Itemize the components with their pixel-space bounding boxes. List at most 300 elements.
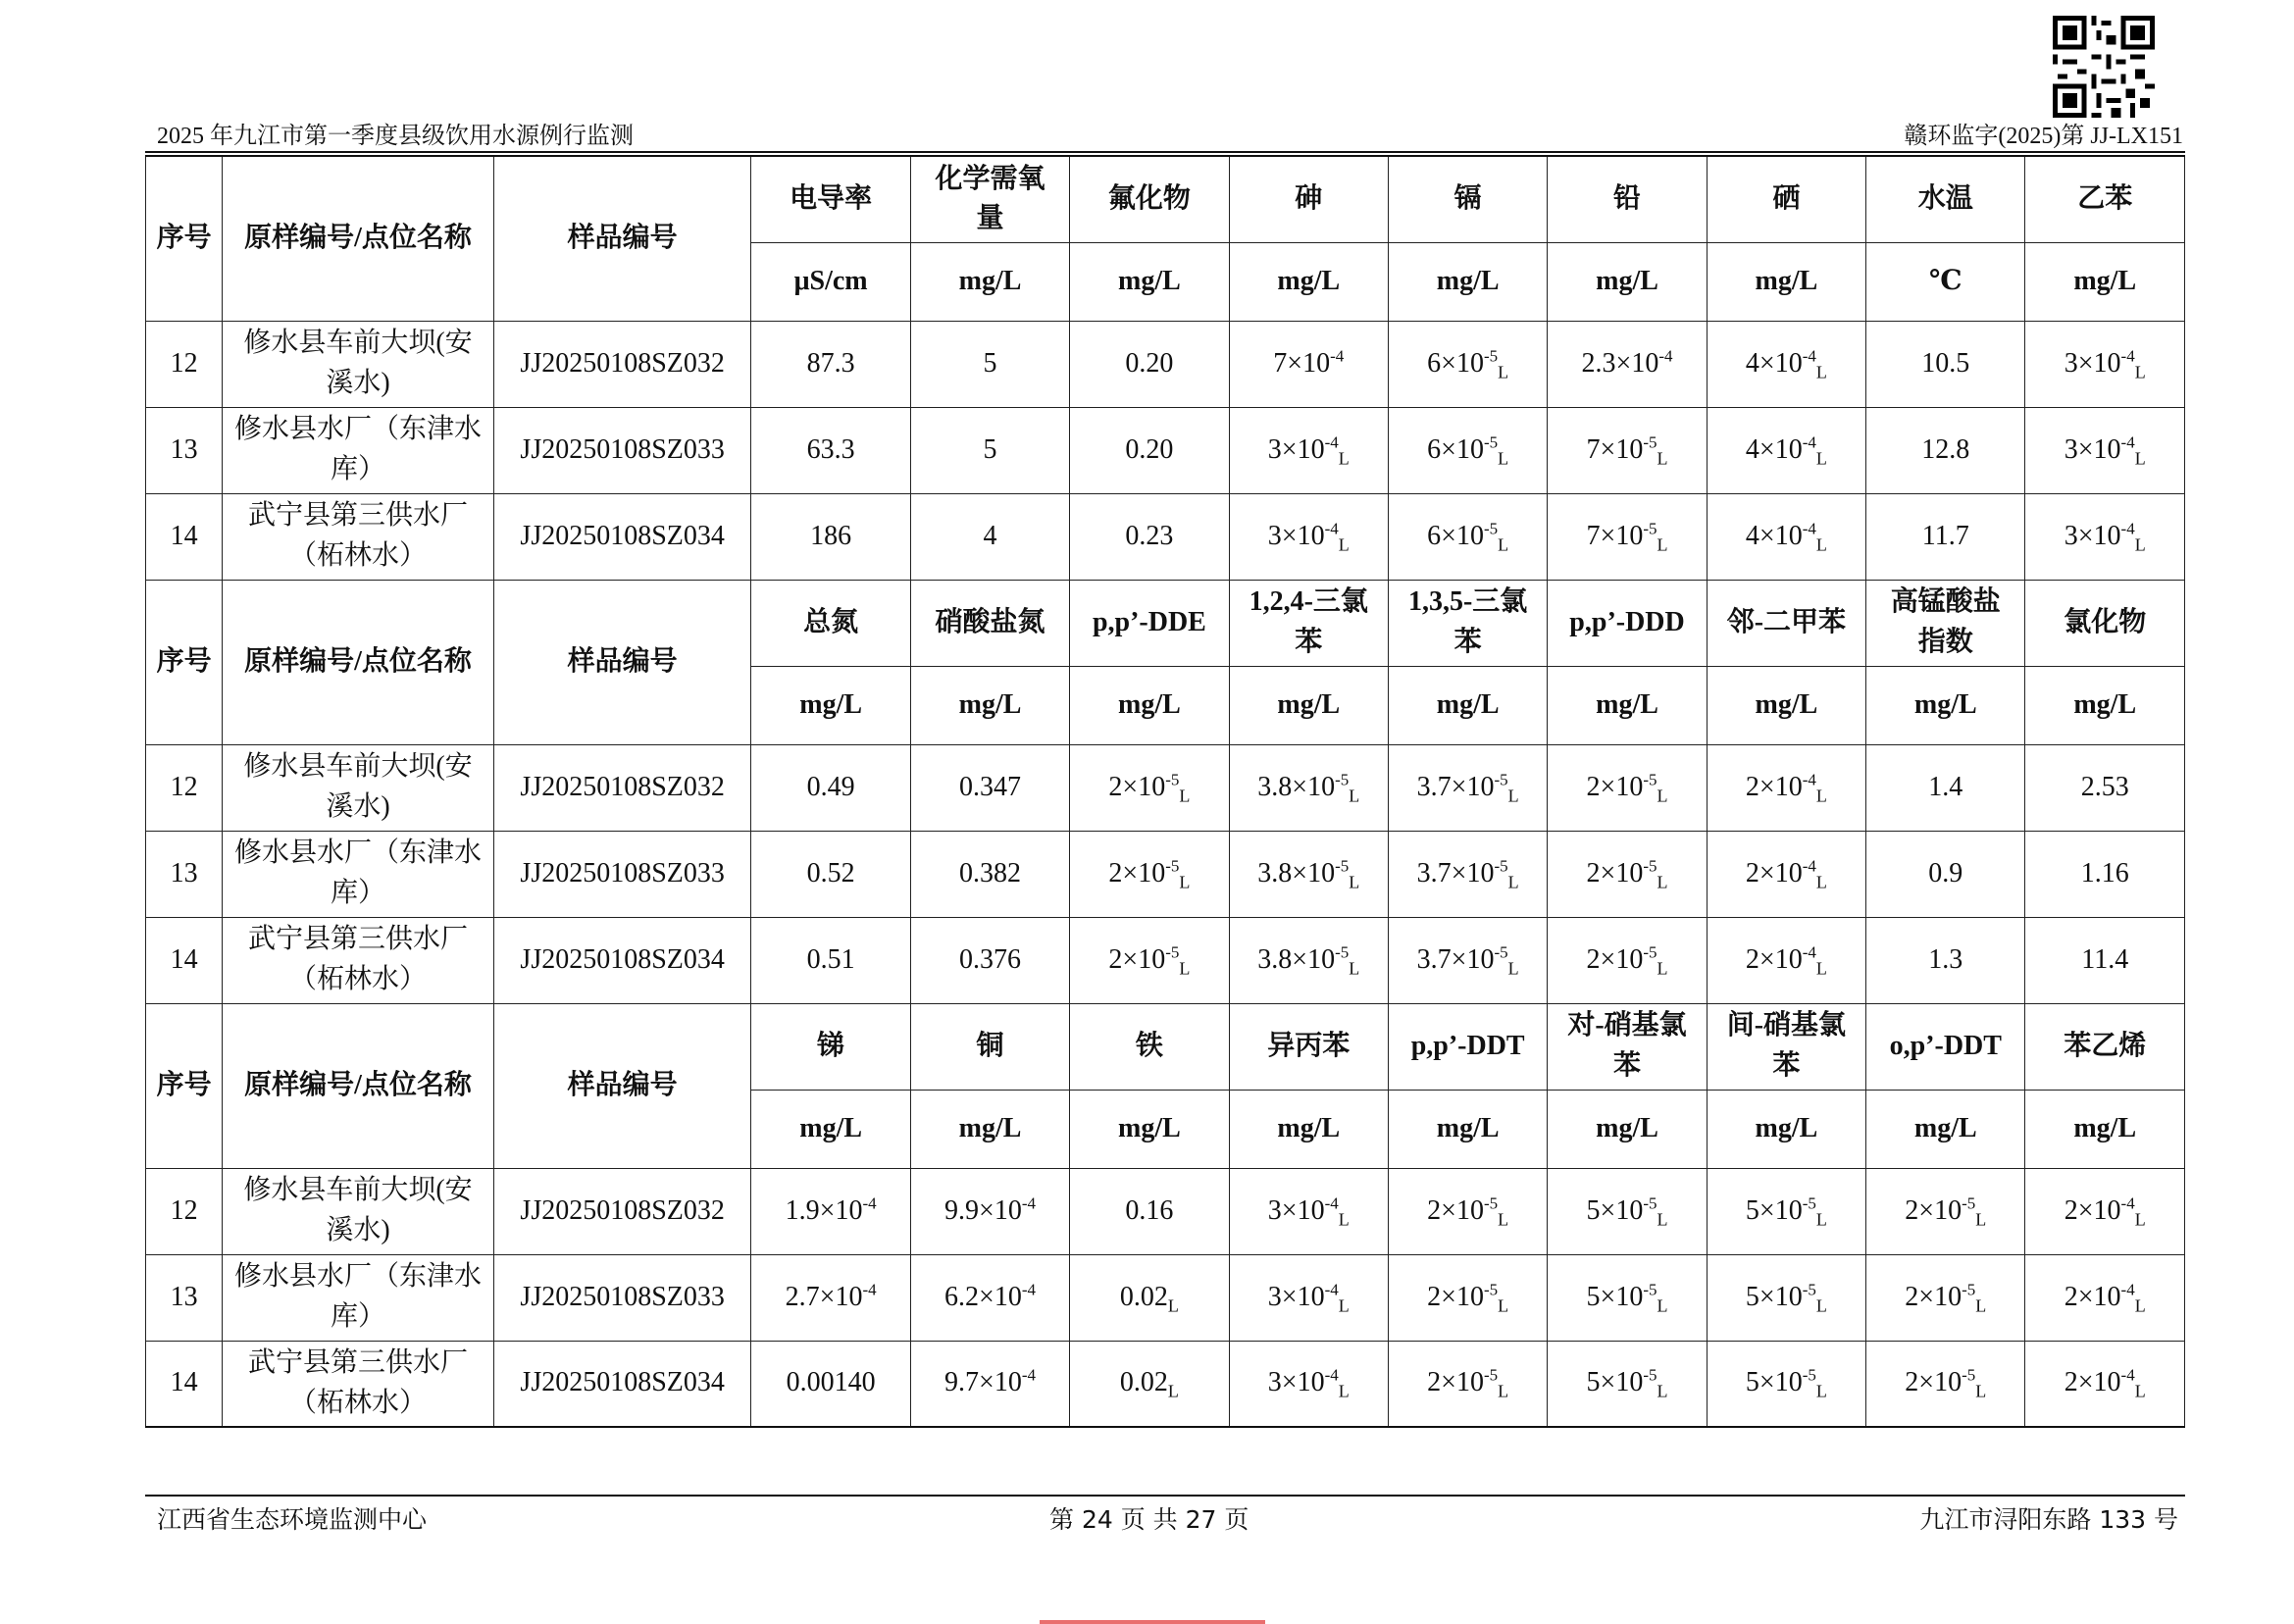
value-cell (751, 1254, 910, 1341)
unit-cell: mg/L (751, 1090, 910, 1168)
param-header (1548, 156, 1707, 242)
value-cell (910, 744, 1069, 831)
value-cell (1548, 493, 1707, 580)
value-cell (1707, 1341, 1865, 1427)
site-name-line2: 溪水) (326, 791, 390, 822)
value-base: 63.3 (806, 433, 855, 465)
param-header (1229, 156, 1388, 242)
param-name-line1: 苯乙烯 (2064, 1030, 2147, 1061)
value-flag: L (1975, 1382, 1987, 1402)
value-cell (1070, 917, 1229, 1003)
value-cell (751, 917, 910, 1003)
value-exponent: -4 (1802, 942, 1816, 962)
value-base: 2.3×10 (1581, 347, 1659, 379)
param-header (751, 580, 910, 666)
value-flag: L (1338, 1209, 1350, 1230)
site-name-cell (223, 493, 494, 580)
value-flag: L (1498, 1382, 1509, 1402)
value-exponent: -5 (1643, 770, 1657, 789)
value-exponent: -4 (1802, 432, 1816, 452)
unit-cell: mg/L (2025, 1090, 2185, 1168)
value-cell (1866, 493, 2025, 580)
table-row (146, 407, 2185, 493)
param-name-line2: 苯 (1295, 627, 1323, 657)
value-cell (1388, 1168, 1547, 1254)
value-exponent: -5 (1802, 1193, 1816, 1213)
value-base: 6×10 (1427, 347, 1484, 379)
unit-cell: mg/L (1548, 1090, 1707, 1168)
value-base: 0.51 (806, 943, 855, 975)
value-cell (1866, 1341, 2025, 1427)
value-exponent: -5 (1494, 856, 1508, 876)
value-flag: L (1815, 872, 1827, 892)
site-name-line2: 库） (331, 1301, 386, 1332)
site-name-line1: 修水县车前大坝(安 (243, 328, 473, 359)
value-flag: L (1815, 786, 1827, 806)
value-base: 4×10 (1745, 347, 1803, 379)
value-base: 11.4 (2081, 943, 2129, 975)
header-rule (145, 151, 2185, 153)
table-row (146, 1168, 2185, 1254)
value-base: 87.3 (806, 347, 855, 379)
param-header (1388, 580, 1547, 666)
value-cell (1707, 1254, 1865, 1341)
value-base: 11.7 (1921, 520, 1969, 551)
value-cell (1070, 744, 1229, 831)
value-cell (1070, 1341, 1229, 1427)
value-base: 2×10 (2064, 1281, 2121, 1312)
param-name-line1: 化学需氧 (935, 163, 1045, 194)
table-row (146, 493, 2185, 580)
value-base: 9.9×10 (944, 1194, 1022, 1226)
param-name-line1: 间-硝基氯 (1726, 1010, 1847, 1041)
site-name-line1: 武宁县第三供水厂 (248, 924, 469, 955)
value-exponent: -4 (1021, 1366, 1037, 1386)
value-base: 3×10 (1267, 433, 1325, 465)
value-exponent: -5 (1962, 1280, 1976, 1299)
param-header (1707, 580, 1865, 666)
value-flag: L (1975, 1295, 1987, 1316)
value-exponent: -4 (862, 1193, 877, 1213)
unit-cell: mg/L (1388, 666, 1547, 744)
seq-cell: 12 (146, 321, 223, 407)
value-base: 0.02 (1119, 1281, 1168, 1312)
value-base: 186 (810, 520, 852, 551)
value-cell (1070, 321, 1229, 407)
value-base: 3×10 (2064, 520, 2121, 551)
value-flag: L (1815, 1295, 1827, 1316)
unit-cell: mg/L (1070, 666, 1229, 744)
param-name-line1: 邻-二甲苯 (1726, 606, 1847, 637)
value-base: 9.7×10 (944, 1367, 1022, 1398)
value-exponent: -5 (1483, 1193, 1499, 1213)
value-base: 2×10 (1108, 943, 1166, 975)
value-base: 2×10 (1745, 857, 1803, 888)
value-base: 12.8 (1921, 433, 1970, 465)
value-flag: L (1657, 872, 1668, 892)
value-base: 0.23 (1125, 520, 1174, 551)
value-exponent: -5 (1802, 1280, 1816, 1299)
value-base: 2×10 (1427, 1367, 1484, 1398)
value-exponent: -5 (1165, 856, 1180, 876)
value-flag: L (1657, 786, 1668, 806)
value-cell (1707, 321, 1865, 407)
value-base: 0.49 (806, 771, 855, 802)
value-flag: L (1657, 1209, 1668, 1230)
value-flag: L (1815, 534, 1827, 555)
value-flag: L (1507, 958, 1519, 979)
value-exponent: -5 (1962, 1366, 1976, 1386)
value-base: 0.20 (1125, 347, 1174, 379)
site-name-cell (223, 1168, 494, 1254)
param-header (1229, 1003, 1388, 1090)
param-header (1866, 580, 2025, 666)
value-cell (1229, 1254, 1388, 1341)
value-base: 5 (983, 433, 997, 465)
value-exponent: -4 (1021, 1193, 1037, 1213)
value-base: 0.9 (1928, 857, 1963, 888)
value-flag: L (1338, 534, 1350, 555)
value-flag: L (2134, 448, 2146, 469)
value-base: 3.7×10 (1416, 857, 1495, 888)
value-flag: L (1338, 1295, 1350, 1316)
value-exponent: -4 (2120, 1280, 2135, 1299)
param-header (1707, 1003, 1865, 1090)
sample-id-cell: JJ20250108SZ033 (493, 407, 751, 493)
value-base: 7×10 (1586, 520, 1644, 551)
value-base: 2×10 (2064, 1367, 2121, 1398)
param-name-line1: 硒 (1772, 182, 1801, 214)
site-name-line2: 溪水) (326, 1215, 390, 1245)
value-cell (910, 321, 1069, 407)
value-cell (1229, 1168, 1388, 1254)
value-flag: L (1657, 958, 1668, 979)
value-exponent: -5 (1165, 942, 1180, 962)
red-stamp-edge (1040, 1620, 1265, 1624)
unit-cell: mg/L (751, 666, 910, 744)
value-flag: L (1815, 958, 1827, 979)
param-name-line1: 异丙苯 (1267, 1030, 1351, 1061)
param-header-row (146, 1003, 2185, 1090)
value-exponent: -4 (1658, 346, 1673, 366)
value-base: 3.7×10 (1416, 771, 1495, 802)
param-header (1707, 156, 1865, 242)
value-flag: L (1338, 1382, 1350, 1402)
sample-id-cell: JJ20250108SZ034 (493, 917, 751, 1003)
param-name-line1: 总氮 (803, 606, 859, 637)
unit-cell: mg/L (1866, 1090, 2025, 1168)
value-flag: L (1815, 362, 1827, 382)
value-cell (910, 407, 1069, 493)
value-base: 2×10 (1586, 857, 1644, 888)
value-base: 2.7×10 (785, 1281, 863, 1312)
value-exponent: -4 (1802, 856, 1816, 876)
value-base: 3.8×10 (1257, 857, 1336, 888)
param-name-line2: 量 (976, 203, 1004, 234)
value-base: 2×10 (1905, 1194, 1963, 1226)
value-cell (1866, 407, 2025, 493)
value-flag: L (1179, 958, 1191, 979)
site-name-cell (223, 1341, 494, 1427)
value-exponent: -4 (2120, 346, 2135, 366)
value-base: 5 (983, 347, 997, 379)
value-base: 3×10 (1267, 1281, 1325, 1312)
value-flag: L (1507, 872, 1519, 892)
value-cell (910, 831, 1069, 917)
value-base: 2×10 (1108, 857, 1166, 888)
param-name-line1: 1,3,5-三氯 (1407, 586, 1528, 618)
value-base: 3.8×10 (1257, 943, 1336, 975)
param-name-line2: 苯 (1772, 1050, 1801, 1081)
value-exponent: -4 (1802, 519, 1816, 538)
value-base: 3×10 (1267, 1194, 1325, 1226)
value-flag: L (2134, 1295, 2146, 1316)
footer-rule (145, 1495, 2185, 1497)
value-exponent: -4 (1324, 1280, 1339, 1299)
value-flag: L (1167, 1295, 1179, 1316)
value-exponent: -4 (1802, 346, 1816, 366)
site-name-line1: 修水县水厂（东津水 (234, 1261, 483, 1293)
value-flag: L (1179, 872, 1191, 892)
value-cell (1229, 917, 1388, 1003)
value-exponent: -5 (1643, 942, 1657, 962)
site-name-line2: 库） (331, 878, 386, 908)
footer-organization: 江西省生态环境监测中心 (157, 1505, 428, 1534)
value-exponent: -4 (1330, 346, 1345, 366)
value-cell (1388, 493, 1547, 580)
value-cell (1388, 744, 1547, 831)
site-name-line2: 溪水) (326, 368, 390, 398)
unit-cell: μS/cm (751, 242, 910, 321)
unit-cell: mg/L (1866, 666, 2025, 744)
param-header (1866, 1003, 2025, 1090)
param-header (910, 156, 1069, 242)
value-exponent: -5 (1643, 856, 1657, 876)
value-cell (2025, 493, 2185, 580)
param-header (2025, 580, 2185, 666)
value-cell (1548, 744, 1707, 831)
param-header (1229, 580, 1388, 666)
param-name-line1: 水温 (1917, 182, 1973, 214)
value-cell (1548, 831, 1707, 917)
value-cell (1866, 1254, 2025, 1341)
seq-cell: 13 (146, 407, 223, 493)
value-exponent: -4 (1802, 770, 1816, 789)
value-cell (1388, 917, 1547, 1003)
value-exponent: -5 (1494, 942, 1508, 962)
value-base: 7×10 (1273, 347, 1331, 379)
sample-header: 样品编号 (493, 156, 751, 321)
value-cell (1388, 1341, 1547, 1427)
value-exponent: -5 (1483, 346, 1499, 366)
value-cell (2025, 321, 2185, 407)
name-header: 原样编号/点位名称 (223, 156, 494, 321)
param-name-line1: 乙苯 (2077, 182, 2133, 214)
value-flag: L (1349, 872, 1360, 892)
value-cell (751, 1168, 910, 1254)
value-base: 2×10 (1905, 1367, 1963, 1398)
table-row (146, 744, 2185, 831)
value-cell (1070, 493, 1229, 580)
value-exponent: -4 (2120, 432, 2135, 452)
value-cell (1070, 831, 1229, 917)
value-base: 2×10 (1745, 771, 1803, 802)
footer-page-number: 第 24 页 共 27 页 (1049, 1505, 1249, 1534)
unit-cell: mg/L (1070, 242, 1229, 321)
value-exponent: -5 (1483, 1366, 1499, 1386)
site-name-cell (223, 744, 494, 831)
unit-cell: ℃ (1866, 242, 2025, 321)
sample-id-cell: JJ20250108SZ032 (493, 321, 751, 407)
value-cell (910, 917, 1069, 1003)
unit-cell: mg/L (1229, 1090, 1388, 1168)
value-cell (1229, 744, 1388, 831)
value-base: 10.5 (1921, 347, 1970, 379)
param-name-line1: 镉 (1453, 182, 1482, 214)
unit-cell: mg/L (1707, 1090, 1865, 1168)
param-name-line1: 硝酸盐氮 (935, 606, 1045, 637)
value-exponent: -5 (1483, 432, 1499, 452)
seq-header: 序号 (146, 156, 223, 321)
value-base: 4×10 (1745, 433, 1803, 465)
value-base: 2×10 (1586, 771, 1644, 802)
value-cell (1548, 917, 1707, 1003)
value-exponent: -4 (1324, 519, 1339, 538)
value-cell (910, 1341, 1069, 1427)
value-base: 1.4 (1928, 771, 1963, 802)
value-base: 2×10 (1427, 1281, 1484, 1312)
value-cell (1388, 831, 1547, 917)
value-base: 5×10 (1586, 1367, 1644, 1398)
param-name-line1: 砷 (1295, 182, 1323, 214)
value-cell (1070, 407, 1229, 493)
value-base: 5×10 (1745, 1367, 1803, 1398)
param-header (1070, 580, 1229, 666)
value-cell (1548, 1168, 1707, 1254)
param-header (1388, 1003, 1547, 1090)
value-cell (1070, 1254, 1229, 1341)
value-cell (1548, 1254, 1707, 1341)
value-base: 0.02 (1119, 1367, 1168, 1398)
param-header (910, 1003, 1069, 1090)
value-cell (1866, 321, 2025, 407)
site-name-line2: （柘林水） (289, 964, 428, 994)
value-cell (1707, 1168, 1865, 1254)
param-name-line1: 锑 (817, 1030, 845, 1061)
unit-cell: mg/L (2025, 242, 2185, 321)
value-base: 0.00140 (786, 1367, 876, 1398)
seq-header: 序号 (146, 580, 223, 744)
sample-id-cell: JJ20250108SZ033 (493, 831, 751, 917)
unit-cell: mg/L (910, 666, 1069, 744)
value-exponent: -5 (1802, 1366, 1816, 1386)
value-base: 3×10 (2064, 433, 2121, 465)
value-flag: L (1498, 534, 1509, 555)
param-header-row (146, 580, 2185, 666)
value-base: 5×10 (1745, 1281, 1803, 1312)
unit-cell: mg/L (1388, 1090, 1547, 1168)
table-row (146, 831, 2185, 917)
sample-id-cell: JJ20250108SZ033 (493, 1254, 751, 1341)
param-name-line1: p,p’-DDE (1092, 606, 1206, 637)
site-name-line1: 修水县车前大坝(安 (243, 751, 473, 783)
value-exponent: -5 (1962, 1193, 1976, 1213)
sample-header: 样品编号 (493, 1003, 751, 1168)
value-cell (2025, 1254, 2185, 1341)
value-base: 2×10 (1905, 1281, 1963, 1312)
value-base: 5×10 (1745, 1194, 1803, 1226)
param-name-line1: 电导率 (790, 182, 873, 214)
value-cell (2025, 744, 2185, 831)
value-base: 2×10 (1745, 943, 1803, 975)
value-exponent: -5 (1494, 770, 1508, 789)
site-name-cell (223, 917, 494, 1003)
unit-cell: mg/L (1229, 666, 1388, 744)
value-flag: L (1349, 786, 1360, 806)
sample-id-cell: JJ20250108SZ032 (493, 744, 751, 831)
value-base: 2×10 (1586, 943, 1644, 975)
value-cell (1388, 1254, 1547, 1341)
seq-cell: 13 (146, 831, 223, 917)
param-header (751, 1003, 910, 1090)
value-flag: L (1657, 1295, 1668, 1316)
unit-cell: mg/L (1229, 242, 1388, 321)
value-cell (910, 1254, 1069, 1341)
param-header (1548, 1003, 1707, 1090)
value-exponent: -4 (1324, 432, 1339, 452)
param-name-line2: 苯 (1613, 1050, 1642, 1081)
value-flag: L (1167, 1382, 1179, 1402)
value-cell (910, 1168, 1069, 1254)
value-base: 6×10 (1427, 520, 1484, 551)
value-flag: L (1349, 958, 1360, 979)
value-base: 2×10 (1108, 771, 1166, 802)
value-base: 0.16 (1125, 1194, 1174, 1226)
sample-header: 样品编号 (493, 580, 751, 744)
param-name-line2: 指数 (1917, 627, 1973, 657)
param-name-line1: 氟化物 (1107, 182, 1191, 214)
value-base: 0.52 (806, 857, 855, 888)
unit-cell: mg/L (1388, 242, 1547, 321)
value-exponent: -5 (1335, 856, 1350, 876)
footer-address: 九江市浔阳东路 133 号 (1919, 1505, 2178, 1534)
unit-cell: mg/L (1070, 1090, 1229, 1168)
table-row (146, 1254, 2185, 1341)
value-cell (751, 831, 910, 917)
value-base: 1.3 (1928, 943, 1963, 975)
param-header (1548, 580, 1707, 666)
seq-cell: 14 (146, 493, 223, 580)
param-name-line1: 1,2,4-三氯 (1249, 586, 1368, 618)
value-base: 3×10 (1267, 520, 1325, 551)
value-cell (1707, 493, 1865, 580)
site-name-line1: 修水县车前大坝(安 (243, 1175, 473, 1206)
value-exponent: -5 (1643, 1280, 1657, 1299)
value-exponent: -4 (1324, 1366, 1339, 1386)
param-name-line1: o,p’-DDT (1889, 1030, 2002, 1061)
value-cell (1229, 1341, 1388, 1427)
value-cell (1229, 321, 1388, 407)
value-cell (1388, 407, 1547, 493)
value-flag: L (2134, 362, 2146, 382)
site-name-cell (223, 321, 494, 407)
value-exponent: -5 (1643, 1193, 1657, 1213)
value-flag: L (1498, 1209, 1509, 1230)
param-name-line1: p,p’-DDD (1569, 606, 1685, 637)
seq-cell: 14 (146, 917, 223, 1003)
value-exponent: -5 (1643, 432, 1657, 452)
value-flag: L (1498, 1295, 1509, 1316)
